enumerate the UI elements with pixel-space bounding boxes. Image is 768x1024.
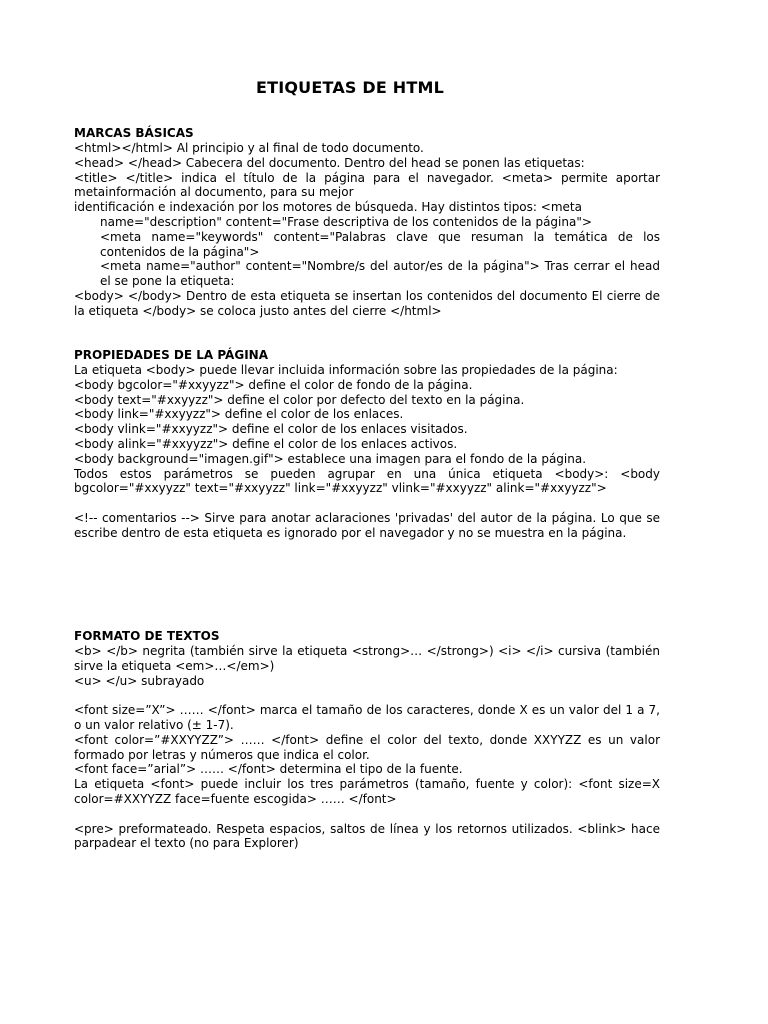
paragraph-line: <meta name="author" content="Nombre/s del autor/es de la página"> Tras cerrar el head el se pone la etiqueta: bbox=[100, 259, 660, 289]
paragraph-line: <pre> preformateado. Respeta espacios, saltos de línea y los retornos utilizados. <blink> hace parpadear el texto (no para Explorer) bbox=[74, 821, 660, 851]
paragraph-line: <b> </b> negrita (también sirve la etiqueta <strong>… </strong>) <i> </i> cursiva (también sirve la etiqueta <em>…</em>) bbox=[74, 644, 660, 673]
section-heading: FORMATO DE TEXTOS bbox=[74, 629, 220, 643]
paragraph-line: <body text="#xxyyzz"> define el color por defecto del texto en la página. bbox=[74, 392, 525, 407]
section-heading: PROPIEDADES DE LA PÁGINA bbox=[74, 348, 268, 362]
paragraph-line: <body alink="#xxyyzz"> define el color de los enlaces activos. bbox=[74, 436, 458, 451]
paragraph-line: <font face=”arial”> …… </font> determina el tipo de la fuente. bbox=[74, 762, 463, 777]
paragraph-gap bbox=[74, 807, 660, 822]
paragraph-line: <html></html> Al principio y al final de todo documento. bbox=[74, 141, 424, 155]
section-heading: MARCAS BÁSICAS bbox=[74, 126, 194, 140]
paragraph-line: <body background="imagen.gif"> establece una imagen para el fondo de la página. bbox=[74, 451, 587, 466]
paragraph-line: <font size=”X”> …… </font> marca el tamaño de los caracteres, donde X es un valor del 1 a 7, o un valor relativo (± 1-7). bbox=[74, 703, 660, 732]
paragraph-line: La etiqueta <body> puede llevar incluida información sobre las propiedades de la página: bbox=[74, 363, 618, 377]
paragraph-line: <head> </head> Cabecera del documento. Dentro del head se ponen las etiquetas: bbox=[74, 155, 585, 170]
section-formato-textos bbox=[74, 629, 660, 851]
paragraph-line: Todos estos parámetros se pueden agrupar en una única etiqueta <body>: <body bgcolor="#xxyyzz" text="#xxyyzz" link="#xxyyzz" vlink="#xxyyzz" alink="#xxyyzz"> bbox=[74, 466, 660, 496]
paragraph-line: name="description" content="Frase descriptiva de los contenidos de la página"> bbox=[100, 214, 592, 229]
paragraph-line: <body vlink="#xxyyzz"> define el color de los enlaces visitados. bbox=[74, 422, 468, 437]
paragraph-line: <body> </body> Dentro de esta etiqueta se insertan los contenidos del documento El cierre de la etiqueta </body> se coloca justo antes del cierre </html> bbox=[74, 288, 660, 318]
paragraph-gap bbox=[74, 496, 660, 511]
page-title: ETIQUETAS DE HTML bbox=[255, 78, 445, 97]
section-marcas-basicas bbox=[74, 126, 660, 319]
paragraph-gap bbox=[74, 688, 660, 703]
paragraph-line: <meta name="keywords" content="Palabras clave que resuman la temática de los contenidos de la página"> bbox=[100, 229, 660, 259]
section-propiedades-pagina bbox=[74, 348, 660, 541]
paragraph-line: <!-- comentarios --> Sirve para anotar aclaraciones 'privadas' del autor de la página. Lo que se escribe dentro de esta etiqueta es ignorado por el navegador y no se muestra en la página. bbox=[74, 510, 660, 540]
paragraph-line: <body bgcolor="#xxyyzz"> define el color de fondo de la página. bbox=[74, 377, 473, 392]
paragraph-line: <body link="#xxyyzz"> define el color de los enlaces. bbox=[74, 407, 404, 422]
paragraph-line: <font color=”#XXYYZZ”> …… </font> define el color del texto, donde XXYYZZ es un valor formado por letras y números que indica el color. bbox=[74, 732, 660, 762]
paragraph-line: <title> </title> indica el título de la página para el navegador. <meta> permite aportar metainformación al documento, para su mejor bbox=[74, 170, 660, 200]
paragraph-line: identificación e indexación por los motores de búsqueda. Hay distintos tipos: <meta bbox=[74, 200, 582, 215]
paragraph-line: <u> </u> subrayado bbox=[74, 673, 205, 688]
paragraph-line: La etiqueta <font> puede incluir los tres parámetros (tamaño, fuente y color): <font size=X color=#XXYYZZ face=fuente escogida> …… </font> bbox=[74, 777, 660, 806]
